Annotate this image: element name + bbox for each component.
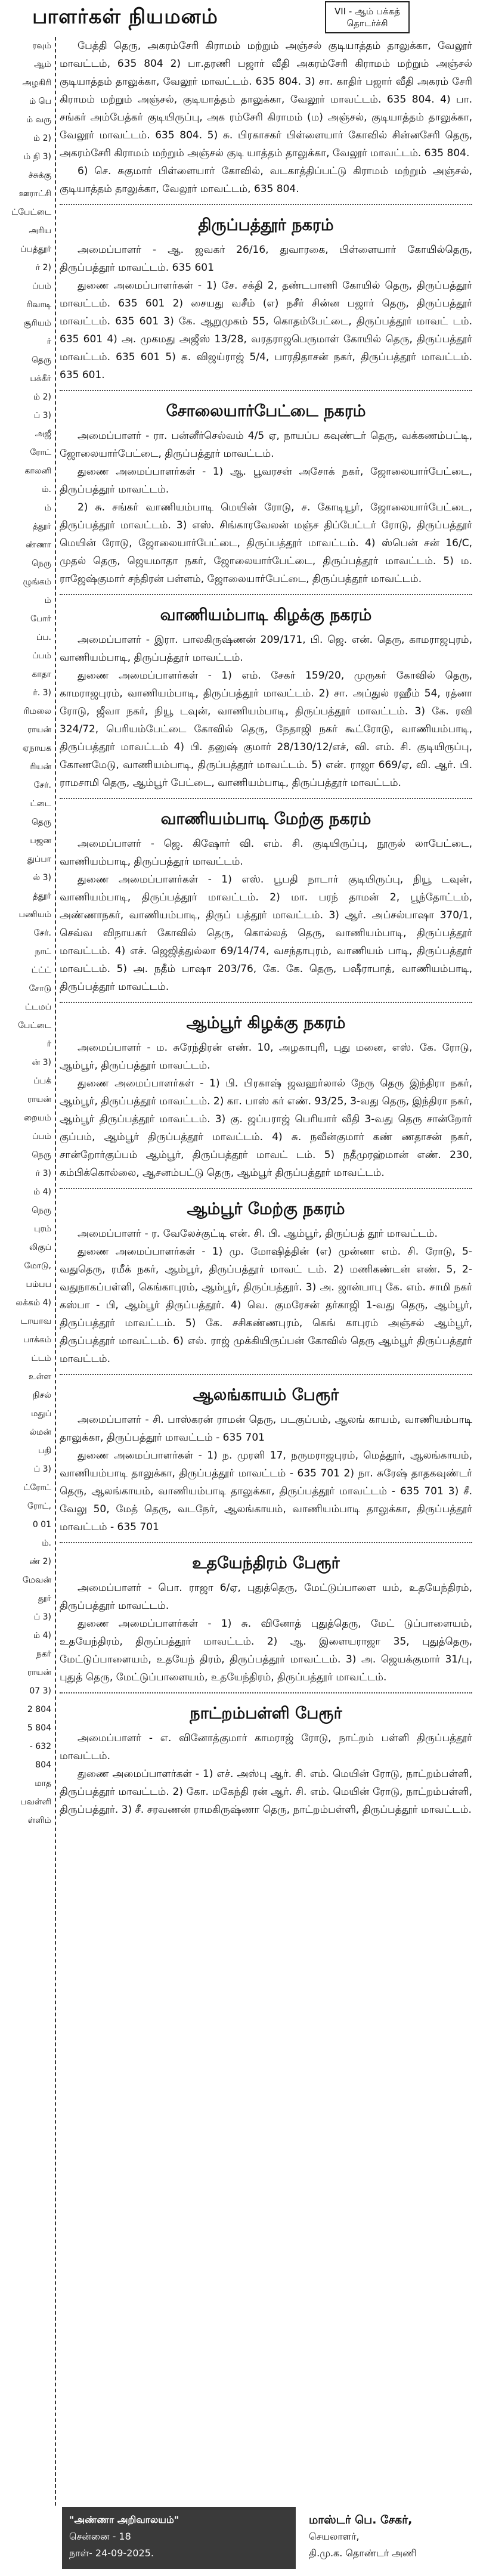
section-heading: நாட்றம்பள்ளி பேரூர் — [190, 1704, 342, 1723]
page-header — [0, 0, 477, 37]
section-heading: ஆம்பூர் மேற்கு நகரம் — [187, 1200, 345, 1218]
left-fragment: ர் — [47, 1039, 51, 1049]
left-fragment: ர் 2) — [35, 263, 51, 273]
section-divider — [60, 1374, 472, 1375]
left-fragment: ம் — [44, 596, 51, 605]
section-heading: உதயேந்திரம் பேரூர் — [192, 1554, 340, 1572]
left-fragment: ழுங்கம் — [23, 577, 51, 587]
left-fragment: ஆம் — [34, 60, 51, 69]
left-fragment: ப்பக் — [33, 1076, 51, 1086]
section-jolarpet — [60, 390, 472, 588]
left-fragment: மாத — [35, 1779, 51, 1788]
left-fragment: ட்டமப் — [25, 1002, 51, 1012]
page-title: பாளர்கள் நியமனம் — [32, 5, 218, 29]
left-fragment: 2 804 — [27, 1705, 51, 1714]
left-fragment: ப் 3) — [33, 1465, 51, 1474]
section-heading: வாணியம்பாடி கிழக்கு நகரம் — [160, 606, 372, 624]
left-fragment: தூர் — [38, 1594, 51, 1603]
left-fragment: 0 01 — [32, 1520, 51, 1530]
signature-name: மாஸ்டர் பெ. சேகர், — [309, 2513, 413, 2527]
left-fragment: போர் — [30, 614, 51, 624]
left-fragment: ண் 2) — [29, 1557, 51, 1566]
left-fragment: பணியம் — [18, 910, 51, 919]
left-fragment: த்தூர் — [32, 891, 51, 901]
left-fragment: மோடு, — [24, 1261, 51, 1271]
left-fragment: ண்ணா — [26, 540, 51, 550]
footer-line1: "அண்ணா அறிவாலயம்" — [69, 2514, 179, 2525]
left-fragment: ப்பத்தூர் — [20, 244, 51, 254]
left-fragment: ட்ரோட் — [23, 1483, 51, 1493]
section-heading: திருப்பத்தூர் நகரம் — [198, 216, 334, 234]
left-fragment: 804 — [35, 1760, 51, 1770]
left-fragment: புரம் — [34, 1224, 51, 1234]
main-column — [60, 37, 472, 2506]
left-fragment: ம் 4) — [33, 1631, 51, 1640]
section-paragraph: துணை அமைப்பாளர்கள் - 1) சு. வினோத் புதுத்தெரு, மேட் டுப்பாளையம், உதயேந்திரம், திருப்பத்தூர் மாவட்டம். 2) ஆ. இளையராஜா 35, புதுத்தெரு, மேட்டுப்பாளையம், உதயேந் திரம், திருப்பத்தூர் மாவட்டம். 3) அ. ஜெயக்குமார் 31/பு, புதுத் தெரு, மேட்டுப்பாளையம், உதயேந்திரம், திருப்பத்தூர் மாவட்டம். — [60, 1618, 472, 1683]
left-fragment: ட்பேட்டை — [11, 208, 51, 217]
left-column-fragments — [0, 37, 56, 2506]
left-fragment: ல்மன் — [29, 1428, 51, 1437]
left-fragment: சூரியம் — [23, 318, 51, 328]
left-fragment: நெரு — [32, 559, 51, 568]
left-fragment: காலனி — [24, 466, 51, 476]
section-heading: சோலையார்பேட்டை நகரம் — [166, 402, 366, 420]
left-fragment: ம் நி 3) — [23, 152, 51, 162]
section-paragraph: அமைப்பாளர் - ஆ. ஜவகர் 26/16, துவாரகை, பிள்ளையார் கோயில்தெரு, திருப்பத்தூர் மாவட்டம். 635 601 — [60, 244, 472, 274]
left-fragment: பாக்கம் — [23, 1335, 51, 1345]
signature-role: செயலாளர், — [309, 2531, 360, 2542]
left-fragment: றையம் — [23, 1113, 51, 1123]
left-fragment: சேர். — [33, 928, 51, 938]
section-divider — [60, 1692, 472, 1693]
left-fragment: ஊராட்சி — [18, 189, 51, 199]
section-divider — [60, 390, 472, 391]
left-fragment: ட்ட்ட் — [31, 965, 51, 975]
left-fragment: ப்பம் — [32, 1132, 51, 1141]
left-fragment: நிசல் — [33, 1391, 51, 1400]
section-paragraph: அமைப்பாளர் - பொ. ராஜா 6/ஏ, புதுத்தெரு, மேட்டுப்பாளை யம், உதயேந்திரம், திருப்பத்தூர் மாவட்டம். — [60, 1582, 472, 1612]
left-fragment: லிகுப் — [29, 1243, 51, 1252]
section-vaniyambadi_west — [60, 798, 472, 996]
left-fragment: ப் 3) — [33, 1612, 51, 1622]
section-paragraph: துணை அமைப்பாளர்கள் - 1) எச். அஸ்பு ஆர். சி. எம். மெயின் ரோடு, நாட்றம்பள்ளி, திருப்பத்தூர் மாவட்டம். 2) கோ. மகேந்தி ரன் ஆர். சி. எம். மெயின் ரோடு, நாட்றம்பள்ளி, திருப்பத்தூர். 3) சீ. சரவணன் ராமகிருஷ்ணா தெரு, நாட்றம்பள்ளி, திருப்பத்தூர் மாவட்டம். — [60, 1768, 472, 1816]
continuation-box — [325, 1, 410, 33]
left-fragment: நாட் — [35, 947, 51, 956]
section-paragraph: 2) சு. சங்கர் வாணியம்பாடி மெயின் ரோடு, ச. கோடியூர், ஜோலையார்பேட்டை, திருப்பத்தூர் மாவட்டம். 3) எஸ். சிங்காரவேலன் மஞ்ச திப்பேட்டர் ரோடு, திருப்பத்தூர் மெயின் ரோடு, ஜோலையார்பேட்டை, திருப்பத்தூர் மாவட்டம். 4) ஸ்பென் சன் 16/C, முதல் தெரு, ஜெயமாதா நகர், ஜோலையார்பேட்டை, திருப்பத்தூர் மாவட்டம். 5) ம. ராஜேஷ்குமார் சந்திரன் பள்ளம், ஜோலையார்பேட்டை, திருப்பத்தூர் மாவட்டம். — [60, 501, 472, 585]
left-fragment: ர் 3) — [35, 1169, 51, 1178]
section-udayendiram — [60, 1542, 472, 1686]
section-divider — [60, 1188, 472, 1189]
section-ambur_east — [60, 1002, 472, 1182]
footer-line3: நாள்- 24-09-2025. — [69, 2547, 154, 2559]
left-fragment: ன் 3) — [32, 1058, 51, 1067]
left-fragment: ப்பம் — [32, 281, 51, 291]
left-fragment: ம் வரு — [26, 115, 51, 125]
left-fragment: டாயாவ — [20, 1317, 51, 1326]
section-divider — [60, 1002, 472, 1003]
left-fragment: பதி — [38, 1446, 51, 1456]
left-fragment: ரோட் — [30, 448, 51, 457]
section-paragraph: அமைப்பாளர் - சி. பாஸ்கரன் ராமன் தெரு, படகுப்பம், ஆலங் காயம், வாணியம்பாடி தாலுக்கா, திருப்பத்தூர் மாவட்டம் - 635 701 — [60, 1414, 472, 1444]
section-divider — [60, 798, 472, 799]
section-paragraph: துணை அமைப்பாளர்கள் - 1) எஸ். பூபதி நாடார் குடியிருப்பு, நியூ டவுன், வாணியம்பாடி, திருப்பத்தூர் மாவட்டம். 2) மா. பரந் தாமன் 2, பூந்தோட்டம், அண்ணாநகர், வாணியம்பாடி, திருப் பத்தூர் மாவட்டம். 3) ஆர். அப்சல்பாஷா 370/1, செவ்வ விநாயகர் கோவில் தெரு, கொல்லத் தெரு, வாணியம்பாடி, திருப்பத்தூர் மாவட்டம். 4) எச். ஜெஜித்துல்லா 69/14/74, வசந்தாபுரம், வாணியம் பாடி, திருப்பத்தூர் மாவட்டம். 5) அ. நதீம் பாஷா 203/76, கே. கே. தெரு, பஷீராபாத், வாணியம்பாடி, திருப்பத்தூர் மாவட்டம். — [60, 874, 472, 993]
section-paragraph: துணை அமைப்பாளர்கள் - 1) மு. மோஷித்தின் (எ) முன்னா எம். சி. ரோடு, 5-வதுதெரு, ரமீக் நகர், ஆம்பூர், திருப்பத்தூர் மாவட் டம். 2) மணிகண்டன் எண். 5, 2-வதுநாகப்பள்ளி, கெங்காபுரம், ஆம்பூர், திருப்பத்தூர். 3) அ. ஜான்பாபு கே. எம். சாமி நகர் கஸ்பா - பி, ஆம்பூர் திருப்பத்தூர். 4) வெ. குமரேசன் தர்காஜி 1-வது தெரு, ஆம்பூர், திருப்பத்தூர் மாவட்டம். 5) கே. சசிகண்ணபுரம், கெங் காபுரம் அஞ்சல் ஆம்பூர், திருப்பத்தூர் மாவட்டம். 6) எல். ராஜ் முக்கியிருப்பன் கோவில் தெரு ஆம்பூர் திருப்பத்தூர் மாவட்டம். — [60, 1246, 472, 1365]
left-fragment: ம். — [42, 1538, 51, 1548]
left-fragment: ப் 3) — [33, 411, 51, 420]
left-fragment: ராயன் — [27, 1095, 51, 1104]
section-paragraph: அமைப்பாளர் - இரா. பாலகிருஷ்ணன் 209/171, பி. ஜெ. என். தெரு, காமராஜபுரம், வாணியம்பாடி, திருப்பத்தூர் மாவட்டம். — [60, 634, 472, 664]
section-vaniyambadi_east — [60, 594, 472, 792]
left-fragment: துப்பா — [27, 854, 51, 864]
continuation-box-line2: தொடர்ச்சி — [346, 18, 388, 29]
section-paragraph: அமைப்பாளர் - ரா. பன்னீர்செல்வம் 4/5 ஏ, நாயப்ப கவுண்டர் தெரு, வக்கணம்பட்டி, ஜோலையார்பேட்டை, திருப்பத்தூர் மாவட்டம். — [60, 430, 472, 460]
continuation-box-line1: VII - ஆம் பக்கத் — [334, 6, 400, 17]
left-fragment: அரிய — [29, 226, 51, 236]
left-fragment: ரவும் — [32, 41, 51, 51]
section-tirupattur — [60, 204, 472, 384]
left-fragment: பேட்டை — [18, 1021, 51, 1030]
footer-line2: சென்னை - 18 — [69, 2531, 131, 2542]
section-paragraph: பேத்தி தெரு, அகரம்சேரி கிராமம் மற்றும் அஞ்சல் குடியாத்தம் தாலுக்கா, வேலூர் மாவட்டம், 635 804 2) பா.தரணி பஜார் வீதி அகரம்சேரி கிராமம் மற்றும் அஞ்சல் குடியாத்தம் தாலுக்கா, வேலூர் மாவட்டம். 635 804. 3) சா. காதிர் பஜார் வீதி அகரம் சேரி கிராமம் மற்றும் அஞ்சல், குடியாத்தம் தாலுக்கா, வேலூர் மாவட்டம். 635 804. 4) பா. சங்கர் அம்பேத்கர் குடியிருப்பு, அக ரம்சேரி கிராமம் (ம) அஞ்சல், குடியாத்தம் தாலுக்கா, வேலூர் மாவட்டம். 635 804. 5) சு. பிரகாசகர் பிள்ளையார் கோவில் சின்னசேரி தெரு, அகரம்சேரி கிராமம் மற்றும் அஞ்சல் குடி யாத்தம் தாலுக்கா, வேலூர் மாவட்டம். 635 804. — [60, 40, 472, 159]
left-fragment: ராயன் — [27, 1668, 51, 1677]
left-fragment: 5 804 — [27, 1723, 51, 1733]
left-fragment: ம். — [42, 485, 51, 494]
section-divider — [60, 594, 472, 595]
left-fragment: ச்சுக்கு — [28, 171, 51, 180]
left-fragment: ம் 2) — [33, 392, 51, 402]
left-fragment: பம்பப — [26, 1280, 51, 1289]
section-paragraph: துணை அமைப்பாளர்கள் - 1) எம். சேகர் 159/20, முருகர் கோவில் தெரு, காமராஜபுரம், வாணியம்பாடி, திருப்பத்தூர் மாவட்டம். 2) சா. அப்துல் ரஹீம் 54, ரத்னா ரோடு, ஜீவா நகர், நியூ டவுன், வாணியம்பாடி, திருப்பத்தூர் மாவட்டம். 3) கே. ரவி 324/72, பெரியம்பேட்டை கோவில் தெரு, நேதாஜி நகர் கூட்ரோடு, வாணியம்பாடி, திருப்பத்தூர் மாவட்டம் 4) பி. தனுஷ் குமார் 28/130/12/எச், வி. எம். சி. குடியிருப்பு, கோணமேடு, வாணியம்பாடி, திருப்பத்தூர் மாவட்டம். 5) என். ராஜா 669/ஏ, வி. ஆர். பி. ராமசாமி தெரு, ஆம்பூர் பேட்டை, வாணியம்பாடி, திருப்பத்தூர் மாவட்டம். — [60, 670, 472, 789]
left-fragment: காதா — [32, 670, 51, 679]
section-paragraph: அமைப்பாளர் - ஜெ. கிஷோர் வி. எம். சி. குடியிருப்பு, நூருல் லாபேட்டை, வாணியம்பாடி, திருப்பத்தூர் மாவட்டம். — [60, 838, 472, 868]
section-heading: வாணியம்பாடி மேற்கு நகரம் — [160, 810, 371, 828]
section-paragraph: அமைப்பாளர் - எ. வினோத்குமார் காமராஜ் ரோடு, நாட்றம் பள்ளி திருப்பத்தூர் மாவட்டம். — [60, 1732, 472, 1762]
section-ambur_west — [60, 1188, 472, 1368]
left-fragment: பக்கீர் — [30, 374, 51, 383]
section-paragraph: துணை அமைப்பாளர்கள் - 1) பி. பிரகாஷ் ஜவஹர்லால் நேரு தெரு இந்திரா நகர், ஆம்பூர், திருப்பத்தூர் மாவட்டம். 2) கா. பாஸ் கர் எண். 93/25, 3-வது தெரு, இந்திரா நகர், ஆம்பூர் திருப்பத்தூர் மாவட்டம். 3) கு. ஜப்பராஜ் பெரியார் வீதி 3-வது தெரு சான்றோர் குப்பம், ஆம்பூர் திருப்பத்தூர் மாவட்டம். 4) சு. நவீன்குமார் கண் ணதாசன் நகர், சான்றோர்குப்பம் ஆம்பூர், திருப்பத்தூர் மாவட் டம். 5) நதீமுரஹ்மான் எண். 230, கம்பிக்கொல்லை, ஆசனம்பட்டு தெரு, ஆம்பூர் திருப்பத்தூர் மாவட்டம். — [60, 1078, 472, 1179]
left-fragment: அஜீ — [35, 429, 51, 439]
section-divider — [60, 204, 472, 205]
left-fragment: ரிவாடி — [26, 300, 51, 309]
section-paragraph: அமைப்பாளர் - ர. வேலேச்குட்டி என். சி. பி. ஆம்பூர், திருப்பத் தூர் மாவட்டம். — [78, 1228, 438, 1240]
left-fragment: தெரு — [32, 818, 51, 827]
left-fragment: ட்டை — [30, 799, 51, 809]
left-fragment: 07 3) — [29, 1686, 51, 1696]
section-continuation — [60, 37, 472, 198]
left-fragment: நெரு — [32, 1150, 51, 1160]
left-fragment: ர். 3) — [33, 688, 51, 698]
section-alangayam — [60, 1374, 472, 1536]
left-fragment: தெரு — [32, 355, 51, 365]
footer-box — [62, 2507, 296, 2569]
left-fragment: பஜன — [30, 836, 51, 846]
left-fragment: உள்ள — [29, 1372, 51, 1382]
left-fragment: ம் பெ — [29, 97, 51, 106]
left-fragment: ப்ப. — [36, 633, 51, 642]
section-heading: ஆம்பூர் கிழக்கு நகரம் — [186, 1014, 346, 1032]
left-fragment: த்தூர் — [32, 522, 51, 531]
section-paragraph: 6) செ. சுகுமார் பிள்ளையார் கோவில், வடகாத்திப்பட்டு கிராமம் மற்றும் அஞ்சல், குடியாத்தம் தாலுக்கா, வேலூர் மாவட்டம், 635 804. — [60, 165, 472, 195]
left-fragment: ரோட், — [27, 1501, 51, 1511]
section-paragraph: அமைப்பாளர் - ம. சுரேந்திரன் எண். 10, அழகாபுரி, புது மனை, எஸ். கே. ரோடு, ஆம்பூர், திருப்பத்தூர் மாவட்டம். — [60, 1042, 472, 1072]
left-fragment: ராயன் — [27, 725, 51, 735]
left-fragment: ர் — [47, 337, 51, 346]
left-fragment: ரியன் — [30, 762, 51, 772]
left-fragment: ம் 4) — [33, 1187, 51, 1197]
signature-block — [302, 2507, 475, 2569]
section-paragraph: துணை அமைப்பாளர்கள் - 1) ந. முரளி 17, நருமராஜபுரம், மெத்தூர், ஆலங்காயம், வாணியம்பாடி தாலுக்கா, திருப்பத்தூர் மாவட்டம் - 635 701 2) நா. சுரேஷ் தாதகவுண்டர் தெரு, ஆலங்காயம், வாணியம்பாடி தாலுக்கா, திருப்பத்தூர் மாவட்டம் - 635 701 3) சீ. வேலு 50, மேத் தெரு, வடநேர், ஆலங்காயம், வாணியம்பாடி தாலுக்கா, திருப்பத்தூர் மாவட்டம் - 635 701 — [60, 1450, 472, 1533]
section-paragraph: துணை அமைப்பாளர்கள் - 1) சே. சக்தி 2, தண்டபாணி கோயில் தெரு, திருப்பத்தூர் மாவட்டம். 635 601 2) சையது வசீம் (எ) நசீர் சின்ன பஜார் தெரு, திருப்பத்தூர் மாவட்டம். 635 601 3) கே. ஆறுமுகம் 55, கொதம்பேட்டை, திருப்பத்தூர் மாவட் டம். 635 601 4) அ. முகமது அஜீஸ் 13/28, வரதராஜபெருமாள் கோயில் தெரு, திருப்பத்தூர் மாவட்டம். 635 601 5) க. விஜய்ராஜ் 5/4, பாரதிதாசன் நகர், திருப்பத்தூர் மாவட்டம். 635 601. — [60, 280, 472, 381]
left-fragment: ம் — [44, 503, 51, 513]
left-fragment: நெரு — [32, 1206, 51, 1215]
section-divider — [60, 1542, 472, 1543]
left-fragment: ட்டம் — [31, 1354, 51, 1363]
left-fragment: ஏநாயக — [22, 744, 51, 753]
left-fragment: மேவன் — [22, 1575, 51, 1585]
section-heading: ஆலங்காயம் பேரூர் — [193, 1386, 339, 1404]
left-fragment: லக்கம் 4) — [16, 1298, 51, 1308]
left-fragment: ரிமலை — [23, 707, 51, 716]
left-fragment: - 632 — [29, 1742, 51, 1751]
left-fragment: நகர் — [36, 1649, 51, 1659]
left-fragment: பவள்ளி — [20, 1797, 51, 1807]
left-fragment: சேர். — [33, 781, 51, 790]
left-fragment: ல் 3) — [33, 873, 51, 883]
section-paragraph: துணை அமைப்பாளர்கள் - 1) ஆ. பூவரசன் அசோக் நகர், ஜோலையார்பேட்டை, திருப்பத்தூர் மாவட்டம். — [60, 466, 472, 496]
left-fragment: ம் 2) — [33, 134, 51, 143]
left-fragment: அழகிரி — [22, 78, 51, 88]
signature-org: தி.மு.க. தொண்டர் அணி — [309, 2547, 417, 2559]
left-fragment: ள்ளிம் — [27, 1816, 51, 1825]
left-fragment: சோடு — [29, 984, 51, 993]
section-natrampalli — [60, 1692, 472, 1819]
left-fragment: ப்பம் — [32, 651, 51, 661]
left-fragment: மதுப் — [31, 1409, 51, 1419]
